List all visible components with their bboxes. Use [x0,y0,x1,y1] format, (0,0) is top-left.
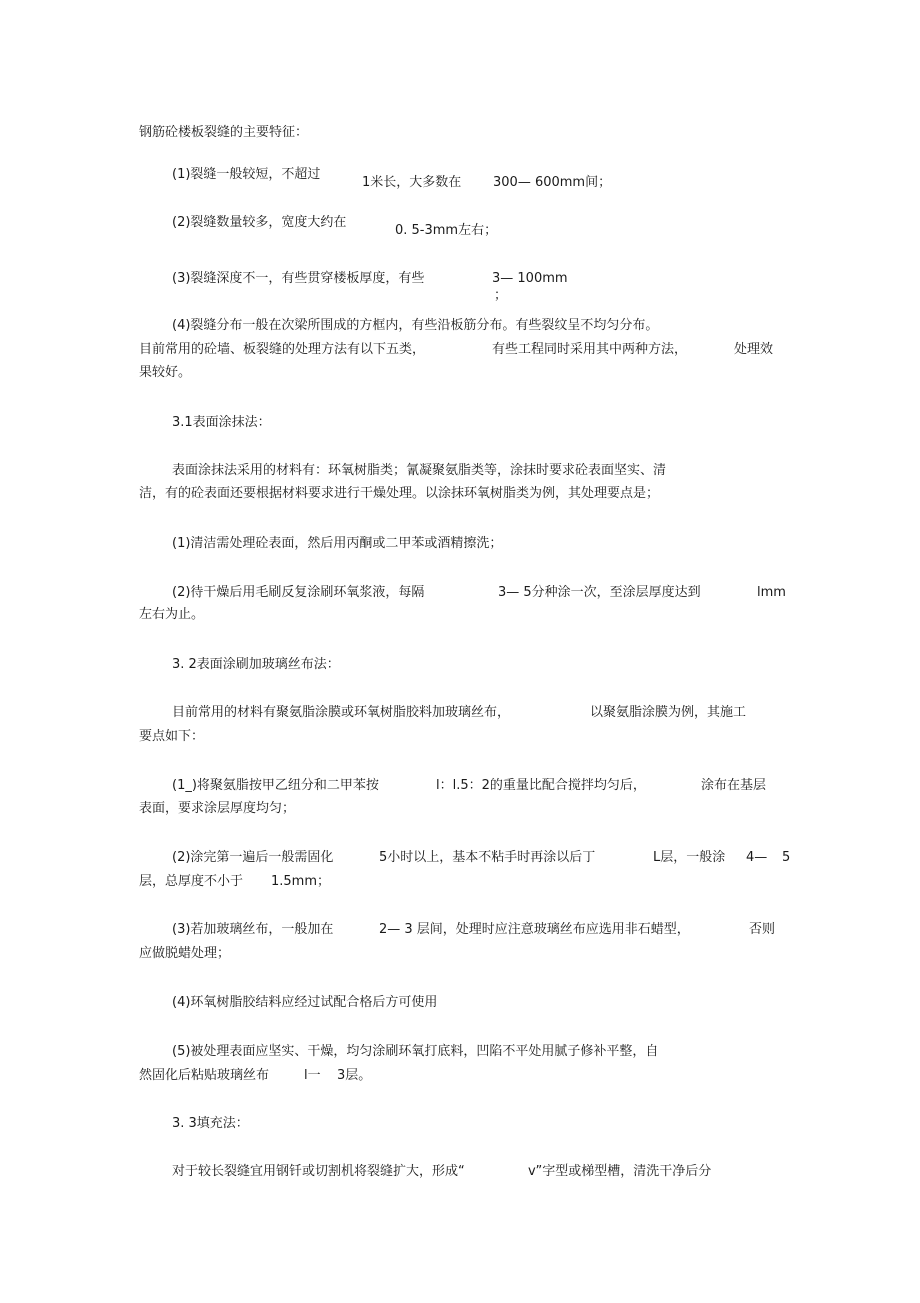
item-3-text-d: 应做脱蜡处理； [139,946,231,961]
feature-3-text-b: 3— 100mm [492,271,568,286]
item-5-text-a: (5)被处理表面应坚实、干燥，均匀涂刷环氧打底料，凹陷不平处用腻子修补平整，自 [172,1044,659,1059]
item-2-text-g: 1.5mm； [271,874,331,889]
section-3-2-text-a: 目前常用的材料有聚氨脂涂膜或环氧树脂胶料加玻璃丝布， [172,705,511,720]
item-1-text-d: 表面，要求涂层厚度均匀； [139,801,296,816]
item-2-text-e: 5 [782,850,791,865]
section-3-2-text-c: 要点如下： [139,729,205,744]
section-3-3-text-a: 对于较长裂缝宜用钢钎或切割机将裂缝扩大，形成“ [172,1164,465,1179]
feature-3-text-a: (3)裂缝深度不一，有些贯穿楼板厚度，有些 [172,271,425,286]
intro-text-c: 处理效 [734,342,774,357]
intro-text-b: 有些工程同时采用其中两种方法， [492,342,688,357]
feature-1-text-a: (1)裂缝一般较短，不超过 [172,167,321,182]
feature-2-text-a: (2)裂缝数量较多，宽度大约在 [172,215,347,230]
feature-1-text-c: 300— 600mm间； [493,175,612,190]
step-2-text-c: lmm [757,585,786,600]
item-5-text-c: l一 [304,1068,321,1083]
intro-text-a: 目前常用的砼墙、板裂缝的处理方法有以下五类， [139,342,426,357]
section-3-2-item-4: (4)环氧树脂胶结料应经过试配合格后方可使用 [172,995,438,1010]
section-3-1-para-line-1: 表面涂抹法采用的材料有：环氧树脂类；氰凝聚氨脂类等，涂抹时要求砼表面坚实、清 [172,463,667,478]
section-3-2-heading: 3. 2表面涂刷加玻璃丝布法： [172,657,340,672]
item-5-text-b: 然固化后粘贴玻璃丝布 [139,1068,270,1083]
feature-3-text-c: ； [494,288,508,303]
item-2-text-a: (2)涂完第一遍后一般需固化 [172,850,334,865]
item-2-text-d: 4— [746,850,768,865]
step-2-text-a: (2)待干燥后用毛刷反复涂刷环氧浆液，每隔 [172,585,425,600]
section-3-1-step-1: (1)清洁需处理砼表面，然后用丙酮或二甲苯或酒精擦洗； [172,536,503,551]
item-5-text-d: 3层。 [337,1068,372,1083]
item-2-text-f: 层，总厚度不小于 [139,874,244,889]
feature-4: (4)裂缝分布一般在次梁所围成的方框内，有些沿板筋分布。有些裂纹呈不均匀分布。 [172,318,659,333]
item-2-text-b: 5小时以上，基本不粘手时再涂以后丁 [379,850,596,865]
item-1-text-a: (1_)将聚氨脂按甲乙纽分和二甲苯按 [172,778,379,793]
feature-1-text-b: 1米长，大多数在 [362,175,462,190]
section-3-1-para-line-2: 洁，有的砼表面还要根据材料要求进行干燥处理。以涂抹环氧树脂类为例，其处理要点是； [139,486,660,501]
item-2-text-c: L层，一般涂 [653,850,726,865]
item-3-text-c: 否则 [749,922,776,937]
step-2-text-b: 3— 5分种涂一次，至涂层厚度达到 [498,585,701,600]
item-1-text-c: 涂布在基层 [701,778,767,793]
item-3-text-a: (3)若加玻璃丝布，一般加在 [172,922,334,937]
item-1-text-b: l：l.5：2的重量比配合搅拌均匀后， [436,778,646,793]
intro-text-d: 果较好。 [139,365,192,380]
section-3-3-text-b: v”字型或梯型槽，清洗干净后分 [528,1164,712,1179]
step-2-text-d: 左右为止。 [139,607,205,622]
section-3-3-heading: 3. 3填充法： [172,1116,249,1131]
item-3-text-b: 2— 3 层间，处理时应注意玻璃丝布应选用非石蜡型， [379,922,690,937]
section-3-1-heading: 3.1表面涂抹法： [172,415,271,430]
section-3-2-text-b: 以聚氨脂涂膜为例，其施工 [590,705,747,720]
feature-2-text-b: 0. 5-3mm左右； [395,223,498,238]
doc-title: 钢筋砼楼板裂缝的主要特征： [139,125,309,140]
